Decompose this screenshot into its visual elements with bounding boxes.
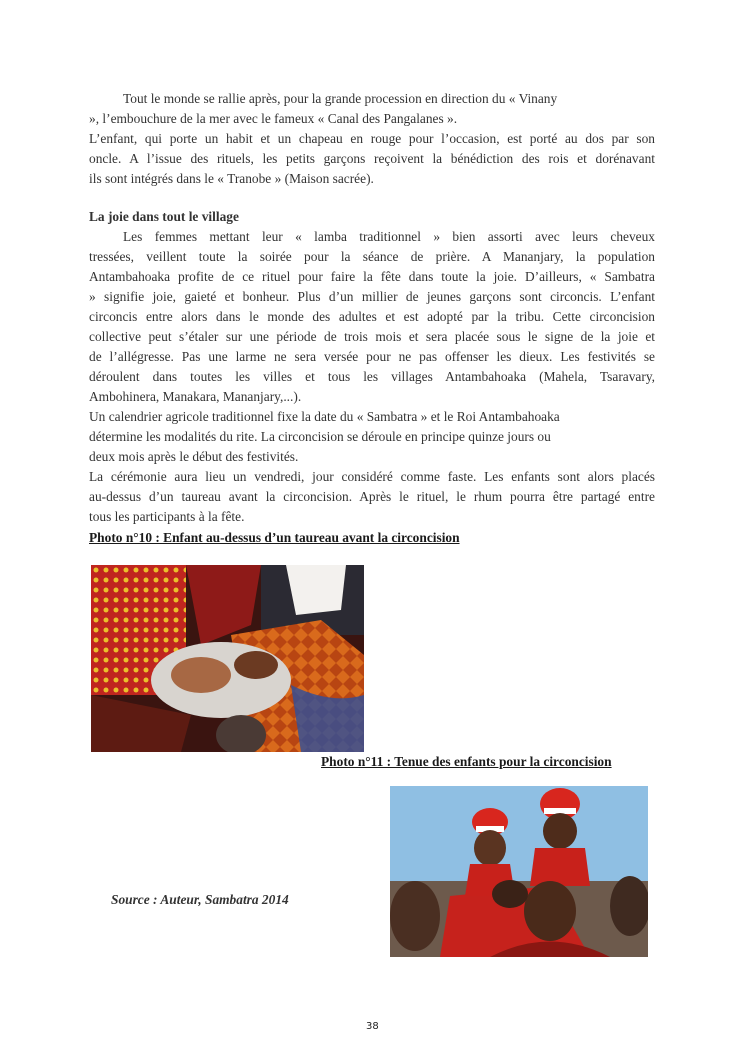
photo10-caption: Photo n°10 : Enfant au-dessus d’un taureau avant la circoncision bbox=[89, 530, 460, 545]
photo10-image bbox=[91, 565, 364, 752]
paragraph-line: de l’allégresse. Pas une larme ne sera versée pour ne pas offenser les dieux. Les festivités se bbox=[89, 349, 655, 364]
paragraph-line: au-dessus d’un taureau avant la circoncision. Après le rituel, le rhum pourra être partagé entre bbox=[89, 489, 655, 504]
paragraph-line: tressées, veillent toute la soirée pour la séance de prière. A Mananjary, la population bbox=[89, 249, 655, 264]
section-heading: La joie dans tout le village bbox=[89, 209, 239, 224]
photo11-image bbox=[390, 786, 648, 957]
paragraph-line: deux mois après le début des festivités. bbox=[89, 449, 299, 464]
page-number: 38 bbox=[366, 1021, 379, 1032]
paragraph-line: déroulent dans toutes les villes et tous les villages Antambahoaka (Mahela, Tsaravary, bbox=[89, 369, 655, 384]
photo11-caption: Photo n°11 : Tenue des enfants pour la circoncision bbox=[321, 754, 612, 769]
paragraph-line: collective peut s’étaler sur une période de trois mois et sera placée sous le signe de la joie et bbox=[89, 329, 655, 344]
paragraph-line: », l’embouchure de la mer avec le fameux « Canal des Pangalanes ». bbox=[89, 111, 458, 126]
paragraph-line: » signifie joie, gaieté et bonheur. Plus d’un millier de jeunes garçons sont circoncis. L’enfant bbox=[89, 289, 655, 304]
paragraph-line: Les femmes mettant leur « lamba traditionnel » bien assorti avec leurs cheveux bbox=[123, 229, 655, 244]
paragraph-line: Un calendrier agricole traditionnel fixe la date du « Sambatra » et le Roi Antambahoaka bbox=[89, 409, 560, 424]
paragraph-line: Ambohinera, Manakara, Mananjary,...). bbox=[89, 389, 302, 404]
paragraph-line: Tout le monde se rallie après, pour la grande procession en direction du « Vinany bbox=[123, 91, 558, 106]
source-credit: Source : Auteur, Sambatra 2014 bbox=[111, 892, 289, 907]
paragraph-line: circoncis entre alors dans le monde des adultes et est adopté par la tribu. Cette circoncision bbox=[89, 309, 655, 324]
paragraph-line: ils sont intégrés dans le « Tranobe » (Maison sacrée). bbox=[89, 171, 374, 186]
paragraph-line: Antambahoaka profite de ce rituel pour faire la fête dans toute la joie. D’ailleurs, « Sambatra bbox=[89, 269, 655, 284]
paragraph-line: La cérémonie aura lieu un vendredi, jour considéré comme faste. Les enfants sont alors placés bbox=[89, 469, 655, 484]
paragraph-line: tous les participants à la fête. bbox=[89, 509, 245, 524]
paragraph-line: oncle. A l’issue des rituels, les petits garçons reçoivent la bénédiction des rois et dorénavant bbox=[89, 151, 655, 166]
paragraph-line: détermine les modalités du rite. La circoncision se déroule en principe quinze jours ou bbox=[89, 429, 551, 444]
paragraph-line: L’enfant, qui porte un habit et un chapeau en rouge pour l’occasion, est porté au dos par son bbox=[89, 131, 655, 146]
